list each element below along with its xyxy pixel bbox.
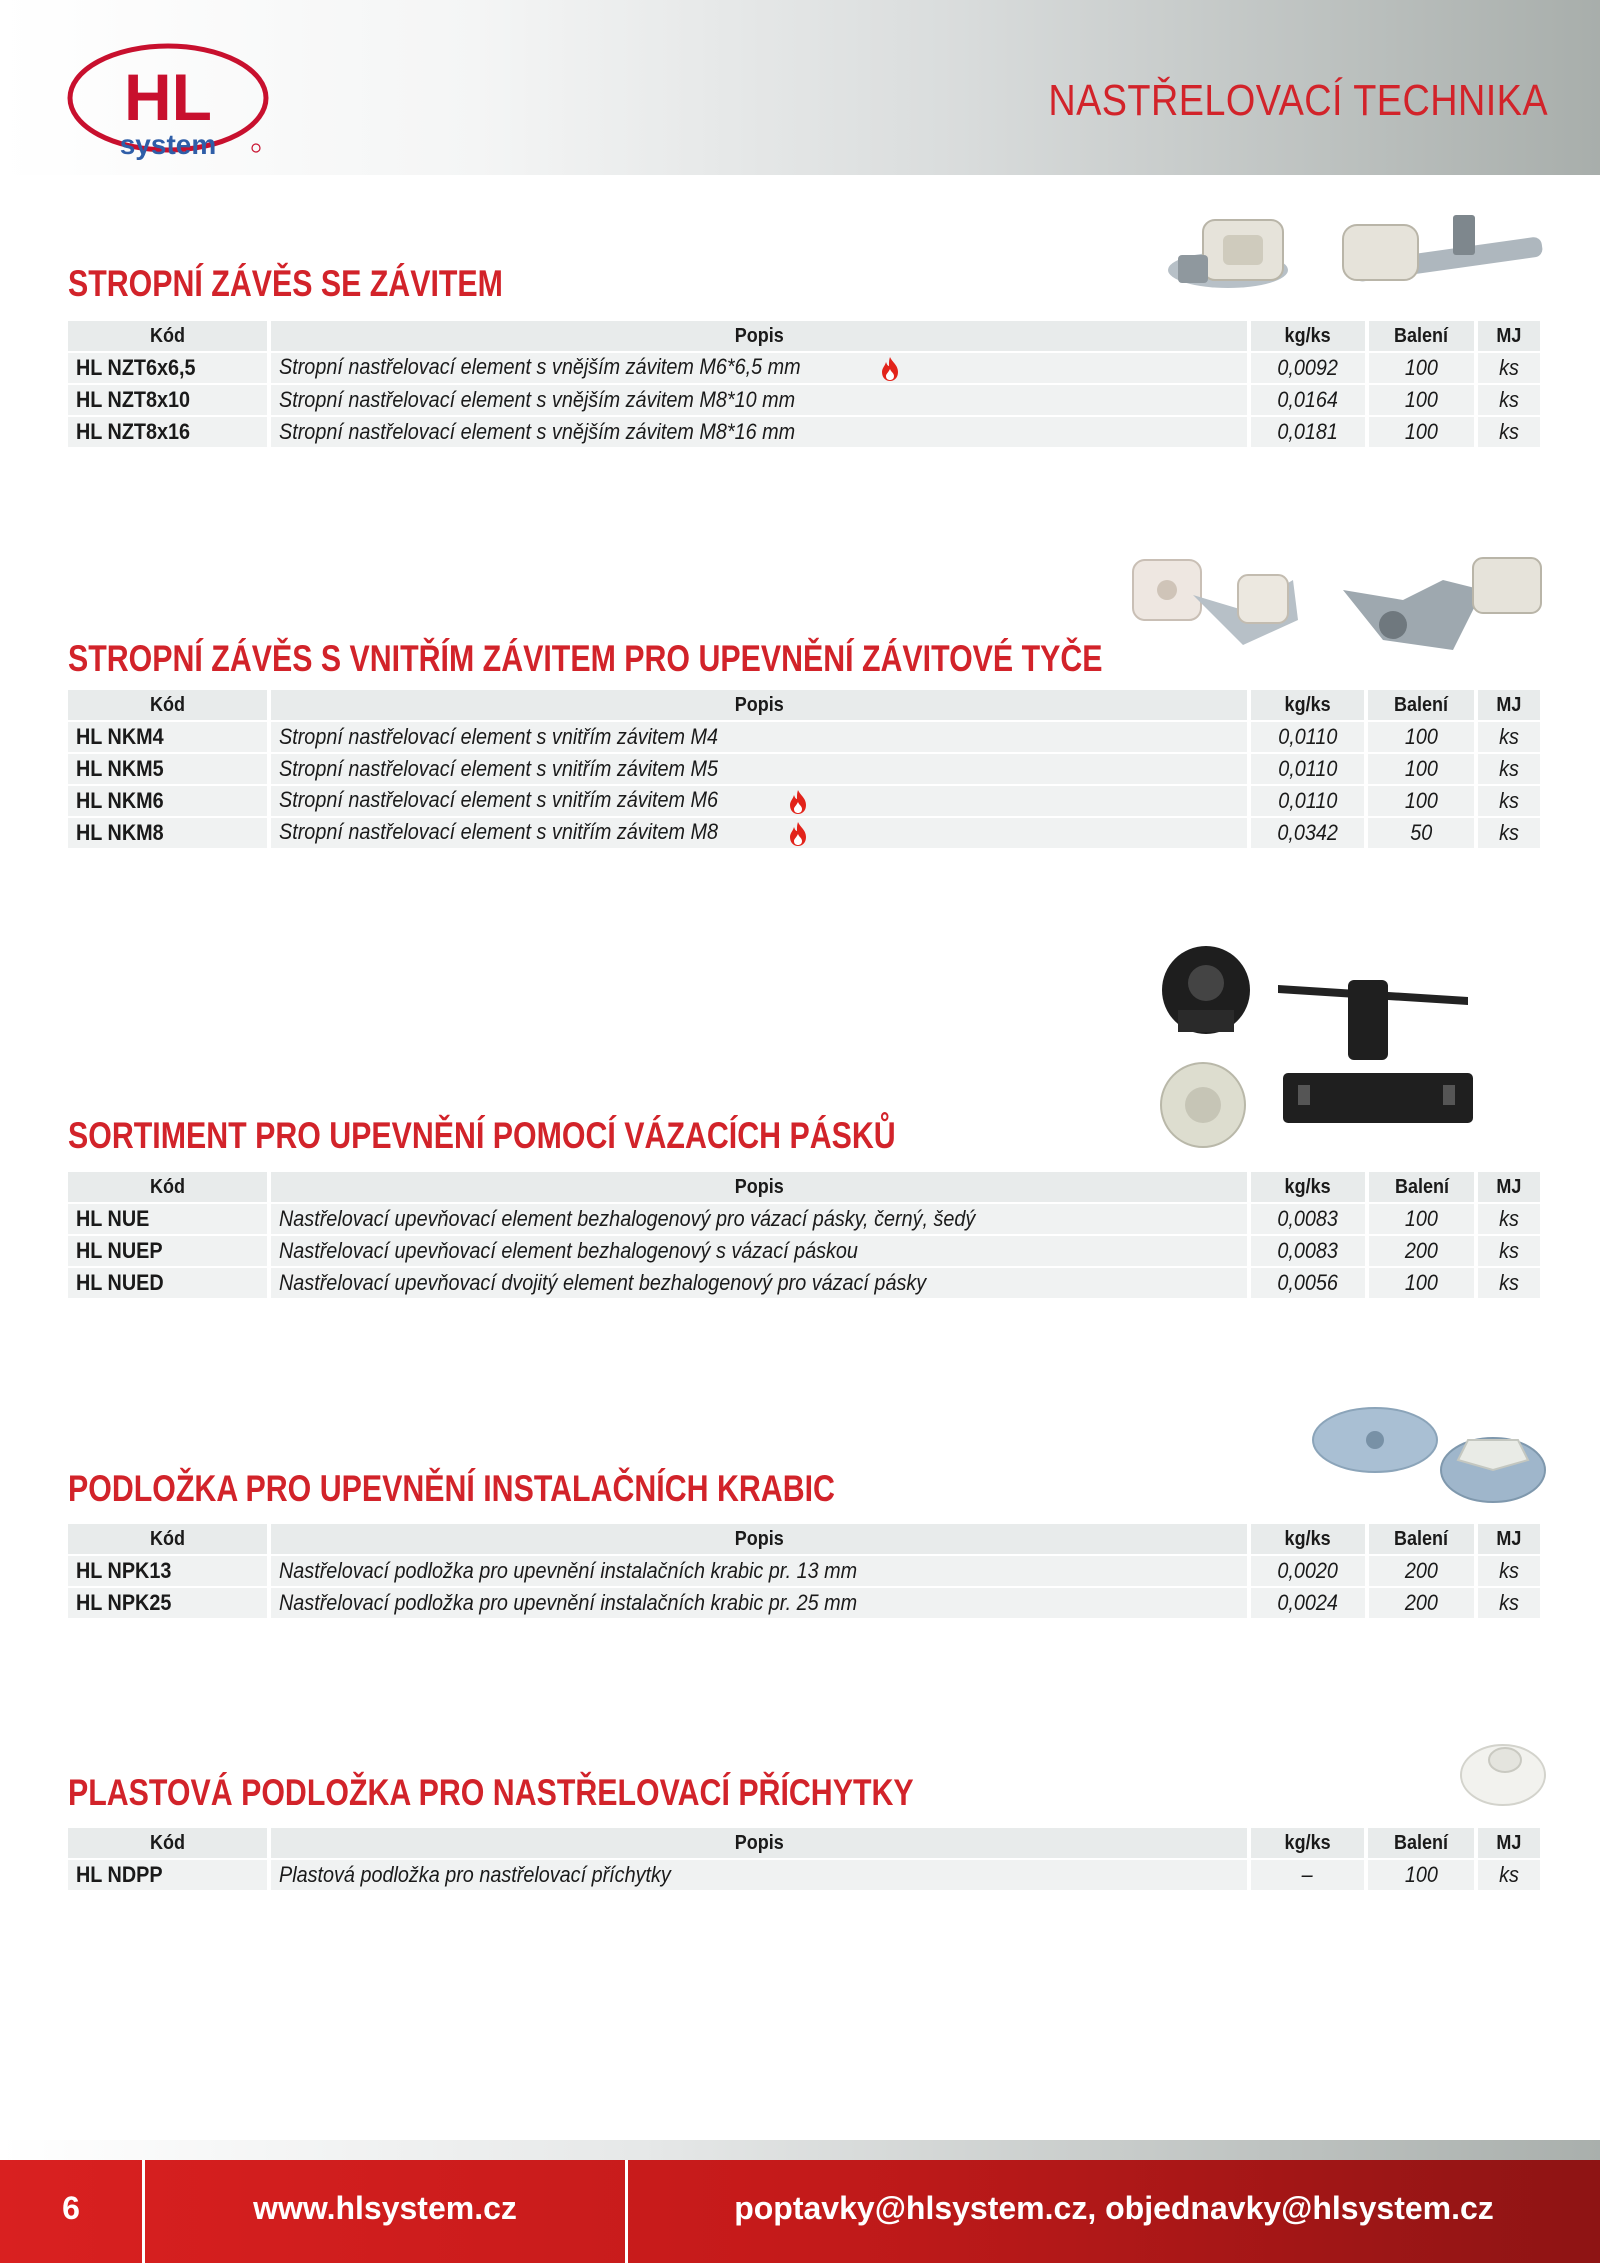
section-title: STROPNÍ ZÁVĚS SE ZÁVITEM (68, 263, 503, 304)
product-image-box-washer (1303, 1400, 1553, 1510)
section-title: STROPNÍ ZÁVĚS S VNITŘÍM ZÁVITEM PRO UPEVNĚNÍ ZÁVITOVÉ TYČE (68, 638, 1103, 679)
table-row (68, 1268, 1540, 1298)
unit: ks (1478, 1588, 1540, 1618)
product-description: Stropní nastřelovací element s vnějším závitem M8*16 mm (271, 417, 1247, 447)
col-header-unit: MJ (1478, 690, 1540, 720)
product-table (64, 688, 1544, 850)
col-header-unit: MJ (1478, 1172, 1540, 1202)
page-title: NASTŘELOVACÍ TECHNIKA (1048, 76, 1548, 125)
product-table (64, 1170, 1544, 1300)
packaging-qty: 100 (1369, 353, 1475, 383)
unit: ks (1478, 417, 1540, 447)
col-header-packaging: Balení (1368, 690, 1474, 720)
product-description: Stropní nastřelovací element s vnitřím závitem M4 (271, 722, 1247, 752)
weight-per-piece: 0,0181 (1251, 417, 1365, 447)
product-description: Stropní nastřelovací element s vnitřím závitem M5 (271, 754, 1247, 784)
product-code: HL NKM4 (68, 722, 267, 752)
col-header-code: Kód (68, 1524, 267, 1554)
page-number: 6 (62, 2190, 80, 2226)
table-header-row (68, 1828, 1540, 1858)
packaging-qty: 100 (1368, 1860, 1474, 1890)
unit: ks (1478, 385, 1540, 415)
weight-per-piece: 0,0020 (1251, 1556, 1365, 1586)
packaging-qty: 100 (1369, 1204, 1474, 1234)
packaging-qty: 100 (1368, 722, 1474, 752)
table-row (68, 1236, 1540, 1266)
product-image-hanger-inner-thread (1123, 550, 1553, 670)
section-title: PODLOŽKA PRO UPEVNĚNÍ INSTALAČNÍCH KRABIC (68, 1468, 835, 1509)
product-code: HL NKM8 (68, 818, 267, 848)
table-row (68, 1556, 1540, 1586)
product-code: HL NDPP (68, 1860, 267, 1890)
table-row (68, 722, 1540, 752)
product-code: HL NKM5 (68, 754, 267, 784)
table-row (68, 417, 1540, 447)
table-header-row (68, 321, 1540, 351)
weight-per-piece: 0,0056 (1251, 1268, 1364, 1298)
col-header-kg: kg/ks (1251, 1828, 1365, 1858)
weight-per-piece: 0,0110 (1251, 754, 1365, 784)
table-row (68, 385, 1540, 415)
col-header-desc: Popis (271, 1828, 1247, 1858)
weight-per-piece: 0,0024 (1251, 1588, 1365, 1618)
product-code: HL NPK13 (68, 1556, 267, 1586)
table-row (68, 1860, 1540, 1890)
col-header-unit: MJ (1478, 1524, 1540, 1554)
col-header-kg: kg/ks (1251, 321, 1365, 351)
table-row (68, 353, 1540, 383)
email-links[interactable]: poptavky@hlsystem.cz, objednavky@hlsystem.cz (734, 2190, 1494, 2226)
product-image-plastic-washer (1453, 1730, 1553, 1810)
packaging-qty: 100 (1368, 786, 1474, 816)
product-table (64, 319, 1544, 449)
product-code: HL NUE (68, 1204, 267, 1234)
packaging-qty: 50 (1368, 818, 1474, 848)
product-description: Stropní nastřelovací element s vnitřím závitem M6 (271, 786, 1247, 816)
footer-strip (0, 2140, 1600, 2160)
table-row (68, 818, 1540, 848)
col-header-unit: MJ (1478, 1828, 1540, 1858)
product-code: HL NZT8x10 (68, 385, 267, 415)
col-header-packaging: Balení (1369, 1172, 1474, 1202)
product-table (64, 1826, 1544, 1892)
product-description: Plastová podložka pro nastřelovací příchytky (271, 1860, 1247, 1890)
unit: ks (1478, 1860, 1540, 1890)
product-table (64, 1522, 1544, 1620)
packaging-qty: 100 (1368, 754, 1474, 784)
col-header-desc: Popis (271, 321, 1247, 351)
product-code: HL NUED (68, 1268, 267, 1298)
table-header-row (68, 690, 1540, 720)
unit: ks (1478, 1556, 1540, 1586)
unit: ks (1478, 1204, 1540, 1234)
unit: ks (1478, 1236, 1540, 1266)
table-header-row (68, 1524, 1540, 1554)
col-header-kg: kg/ks (1251, 690, 1365, 720)
product-description: Nastřelovací upevňovací element bezhalogenový s vázací páskou (271, 1236, 1248, 1266)
unit: ks (1478, 353, 1540, 383)
weight-per-piece: – (1251, 1860, 1365, 1890)
packaging-qty: 100 (1369, 385, 1475, 415)
page-footer (0, 2160, 1600, 2263)
col-header-kg: kg/ks (1251, 1524, 1365, 1554)
weight-per-piece: 0,0110 (1251, 722, 1365, 752)
col-header-code: Kód (68, 1172, 267, 1202)
packaging-qty: 200 (1369, 1556, 1475, 1586)
unit: ks (1478, 818, 1540, 848)
col-header-packaging: Balení (1369, 1524, 1475, 1554)
packaging-qty: 100 (1369, 417, 1475, 447)
col-header-desc: Popis (271, 690, 1247, 720)
col-header-code: Kód (68, 690, 267, 720)
col-header-packaging: Balení (1369, 321, 1475, 351)
weight-per-piece: 0,0110 (1251, 786, 1365, 816)
col-header-code: Kód (68, 321, 267, 351)
product-code: HL NPK25 (68, 1588, 267, 1618)
product-code: HL NZT8x16 (68, 417, 267, 447)
weight-per-piece: 0,0092 (1251, 353, 1365, 383)
table-header-row (68, 1172, 1540, 1202)
product-description: Stropní nastřelovací element s vnějším závitem M6*6,5 mm (271, 353, 1247, 383)
product-image-hanger-thread (1153, 195, 1553, 305)
col-header-kg: kg/ks (1251, 1172, 1364, 1202)
table-row (68, 786, 1540, 816)
col-header-packaging: Balení (1368, 1828, 1474, 1858)
product-code: HL NUEP (68, 1236, 267, 1266)
product-description: Nastřelovací upevňovací element bezhalogenový pro vázací pásky, černý, šedý (271, 1204, 1248, 1234)
col-header-code: Kód (68, 1828, 267, 1858)
col-header-desc: Popis (271, 1524, 1247, 1554)
unit: ks (1478, 786, 1540, 816)
col-header-desc: Popis (271, 1172, 1248, 1202)
logo-subtext: system (119, 129, 217, 160)
unit: ks (1478, 722, 1540, 752)
packaging-qty: 200 (1369, 1236, 1474, 1266)
unit: ks (1478, 1268, 1540, 1298)
col-header-unit: MJ (1478, 321, 1540, 351)
product-description: Nastřelovací podložka pro upevnění instalačních krabic pr. 25 mm (271, 1588, 1247, 1618)
packaging-qty: 100 (1369, 1268, 1474, 1298)
weight-per-piece: 0,0164 (1251, 385, 1365, 415)
logo-text: HL (124, 60, 212, 134)
website-link[interactable]: www.hlsystem.cz (253, 2190, 517, 2226)
table-row (68, 1588, 1540, 1618)
product-description: Nastřelovací podložka pro upevnění instalačních krabic pr. 13 mm (271, 1556, 1247, 1586)
section-title: SORTIMENT PRO UPEVNĚNÍ POMOCÍ VÁZACÍCH PÁSKŮ (68, 1115, 896, 1156)
table-row (68, 754, 1540, 784)
product-description: Stropní nastřelovací element s vnitřím závitem M8 (271, 818, 1247, 848)
fire-icon (787, 821, 809, 847)
product-image-cable-tie (1138, 945, 1558, 1155)
page-header (0, 0, 1600, 175)
fire-icon (787, 789, 809, 815)
product-code: HL NKM6 (68, 786, 267, 816)
fire-icon (879, 356, 901, 382)
weight-per-piece: 0,0342 (1251, 818, 1365, 848)
hl-system-logo (64, 36, 274, 164)
packaging-qty: 200 (1369, 1588, 1475, 1618)
product-description: Nastřelovací upevňovací dvojitý element bezhalogenový pro vázací pásky (271, 1268, 1248, 1298)
section-title: PLASTOVÁ PODLOŽKA PRO NASTŘELOVACÍ PŘÍCHYTKY (68, 1772, 914, 1813)
table-row (68, 1204, 1540, 1234)
weight-per-piece: 0,0083 (1251, 1236, 1364, 1266)
product-description: Stropní nastřelovací element s vnějším závitem M8*10 mm (271, 385, 1247, 415)
weight-per-piece: 0,0083 (1251, 1204, 1364, 1234)
product-code: HL NZT6x6,5 (68, 353, 267, 383)
unit: ks (1478, 754, 1540, 784)
